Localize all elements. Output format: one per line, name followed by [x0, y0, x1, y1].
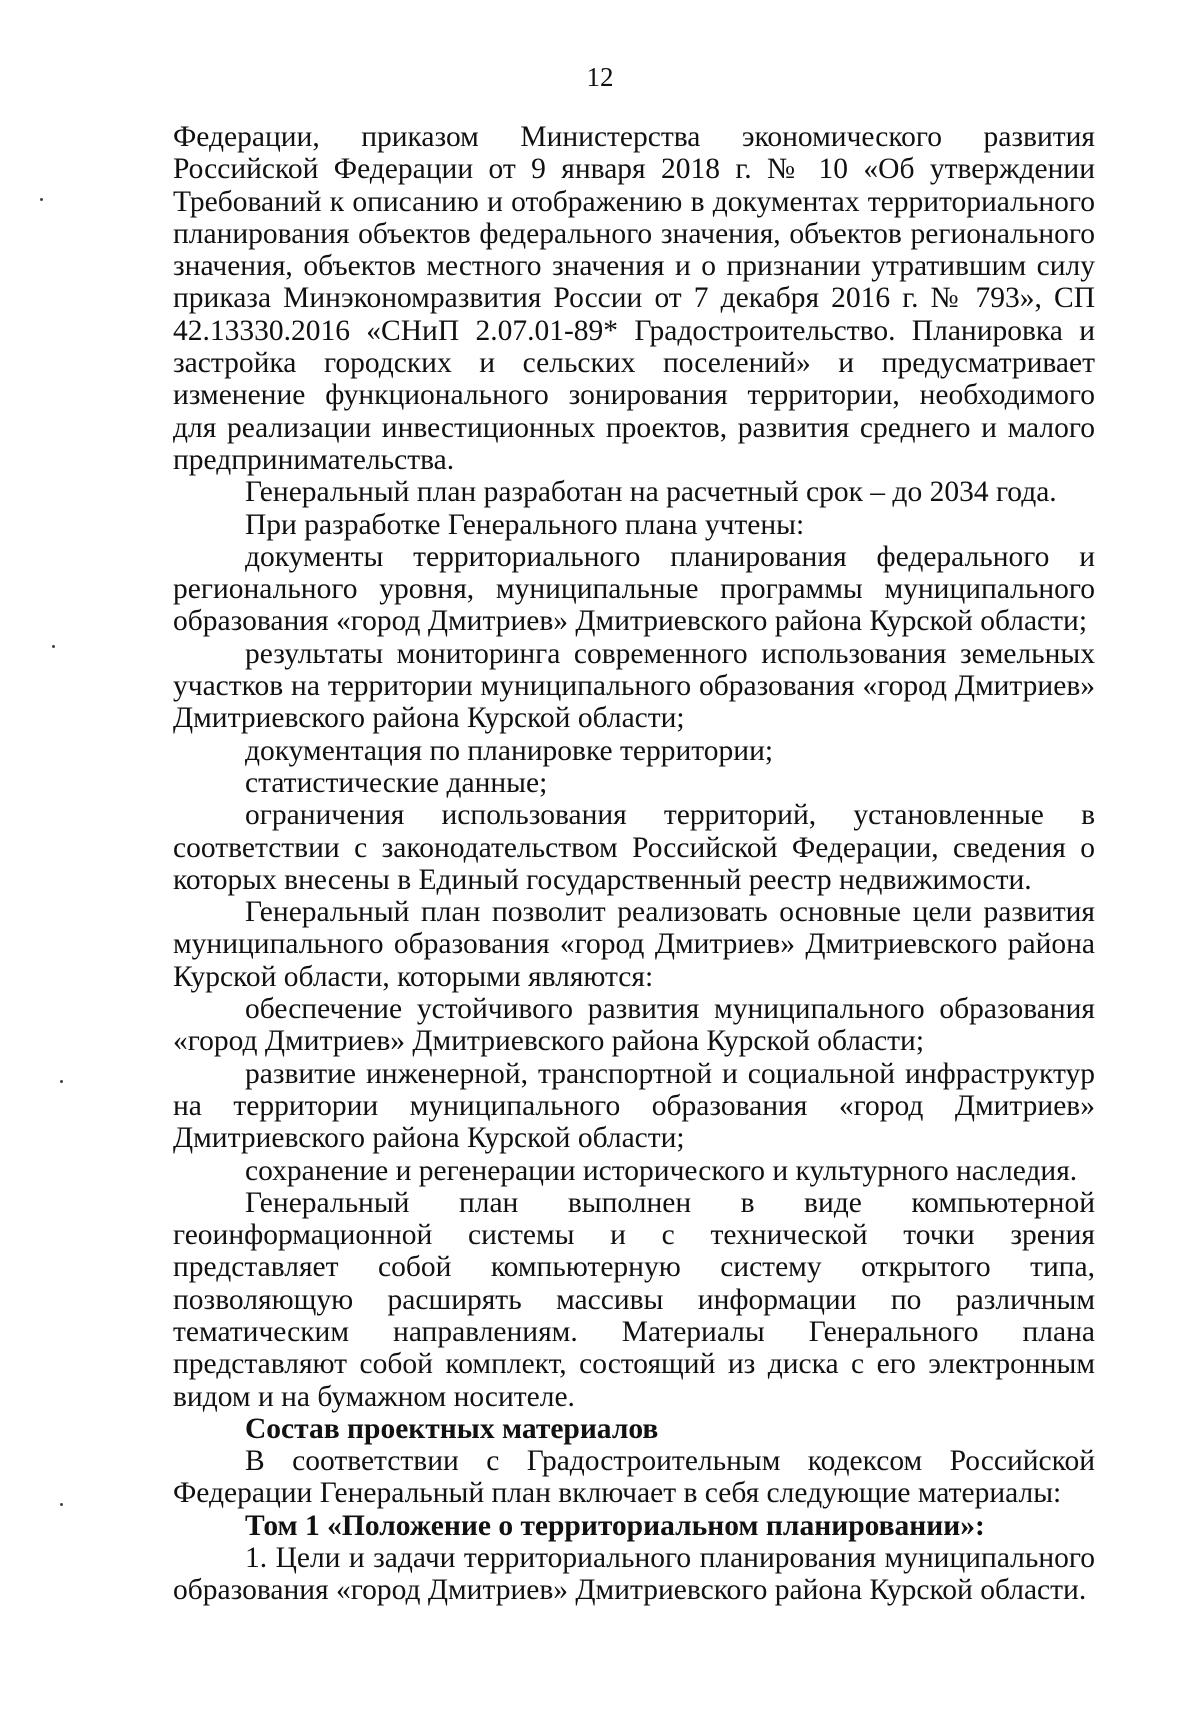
list-item-heritage-preservation: сохранение и регенерации исторического и культурного наследия.: [245, 1154, 1078, 1187]
document-body: [173, 121, 1095, 1607]
list-item-territory-restrictions: ограничения использования территорий, установленные в соответствии с законодательством Российской Федерации, сведения о которых внесены в Единый государственный реестр недвижимости.: [173, 799, 1095, 896]
list-item-planning-documentation: документация по планировке территории;: [245, 734, 774, 767]
list-item-statistics: статистические данные;: [245, 766, 548, 799]
paragraph-considered-list-intro: При разработке Генерального плана учтены:: [245, 508, 805, 541]
list-item-planning-documents: документы территориального планирования федерального и регионального уровня, муниципальные программы муниципального образования «город Дмитриев» Дмитриевского района Курской области;: [173, 540, 1095, 638]
margin-dot-3: [60, 1080, 63, 1083]
list-item-monitoring-results: результаты мониторинга современного использования земельных участков на территории муниципального образования «город Дмитриев» Дмитриевского района Курской области;: [173, 637, 1095, 735]
list-item-sustainable-development: обеспечение устойчивого развития муниципального образования «город Дмитриев» Дмитриевского района Курской области;: [173, 993, 1095, 1058]
page-number: 12: [586, 62, 614, 92]
section-heading-project-materials: Состав проектных материалов: [245, 1412, 659, 1445]
paragraph-materials-intro: В соответствии с Градостроительным кодексом Российской Федерации Генеральный план включает в себя следующие материалы:: [173, 1445, 1095, 1510]
paragraph-gis-description: Генеральный план выполнен в виде компьютерной геоинформационной системы и с технической точки зрения представляет собой компьютерную систему открытого типа, позволяющую расширять массивы информации по различным тематическим направлениям. Материалы Генерального плана представляют собой комплект, состоящий из диска с его электронным видом и на бумажном носителе.: [173, 1186, 1095, 1413]
paragraph-planning-term: Генеральный план разработан на расчетный срок – до 2034 года.: [245, 476, 1057, 509]
paragraph-development-goals-intro: Генеральный план позволит реализовать основные цели развития муниципального образования «город Дмитриев» Дмитриевского района Курской области, которыми являются:: [173, 896, 1095, 993]
margin-dot-4: [60, 1503, 63, 1506]
margin-dot-2: [52, 645, 55, 648]
margin-dot-1: [40, 198, 43, 201]
paragraph-intro-continuation: Федерации, приказом Министерства экономического развития Российской Федерации от 9 января 2018 г. № 10 «Об утверждении Требований к описанию и отображению в документах территориального планирования объектов федерального значения, объектов регионального значения, объектов местного значения и о признании утратившим силу приказа Минэкономразвития России от 7 декабря 2016 г. № 793», СП 42.13330.2016 «СНиП 2.07.01-89* Градостроительство. Планировка и застройка городских и сельских поселений» и предусматривает изменение функционального зонирования территории, необходимого для реализации инвестиционных проектов, развития среднего и малого предпринимательства.: [173, 121, 1095, 476]
subheading-volume-1: Том 1 «Положение о территориальном планировании»:: [245, 1509, 985, 1542]
list-item-goals-and-tasks: 1. Цели и задачи территориального планирования муниципального образования «город Дмитриев» Дмитриевского района Курской области.: [173, 1542, 1095, 1607]
list-item-infrastructure-development: развитие инженерной, транспортной и социальной инфраструктур на территории муниципального образования «город Дмитриев» Дмитриевского района Курской области;: [173, 1057, 1095, 1155]
